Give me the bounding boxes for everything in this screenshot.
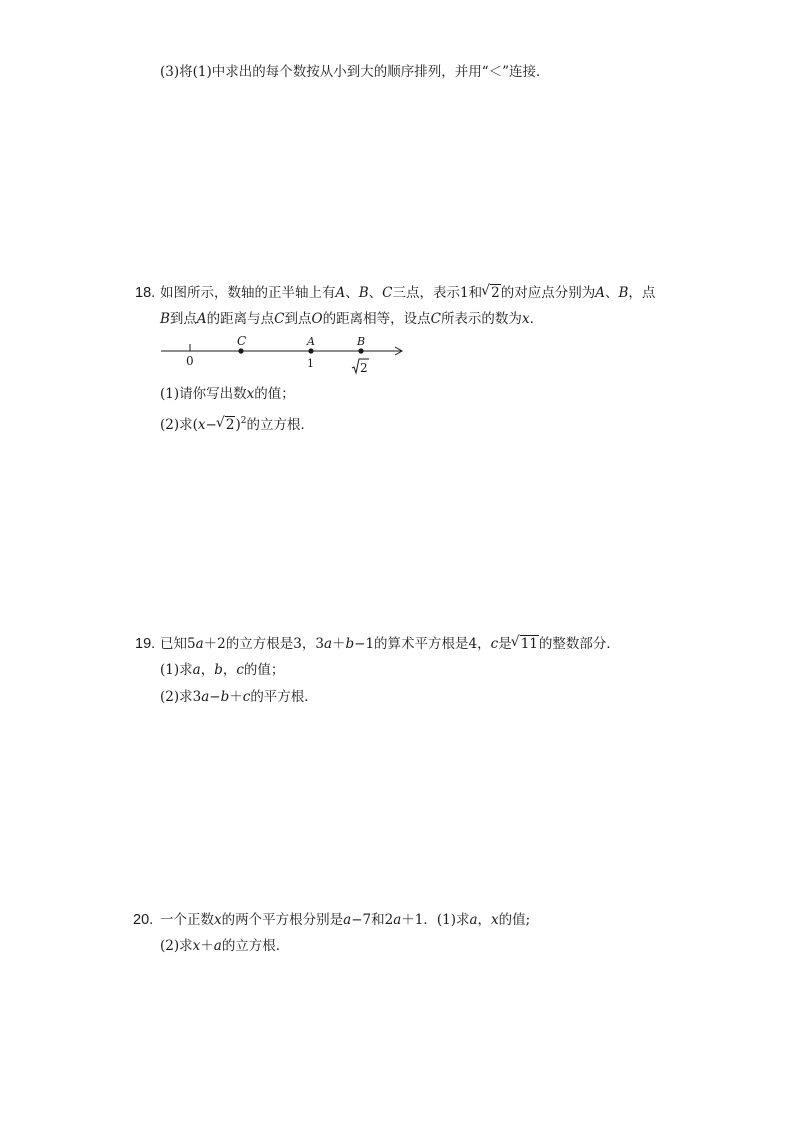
label-one: 1	[307, 357, 314, 370]
q18-part1: (1)请你写出数x的值；	[160, 386, 295, 402]
q20-line1: 一个正数x的两个平方根分别是a−7和2a＋1．(1)求a，x的值;	[160, 912, 531, 928]
q19-line1: 已知5a＋2的立方根是3，3a＋b−1的算术平方根是4，c是√ 11的整数部分．	[160, 635, 620, 653]
q18-number: 18.	[135, 285, 156, 301]
label-zero: 0	[186, 354, 194, 368]
q18-part2: (2)求(x−√ 2)$^2$的立方根．	[160, 412, 314, 434]
label-point-b: B	[357, 335, 366, 348]
q19-part2: (2)求3a−b＋c的平方根．	[160, 689, 318, 705]
q20-number: 20.	[133, 912, 154, 928]
q20-part2: (2)求x＋a的立方根．	[160, 938, 290, 954]
q17-part3: (3)将(1)中求出的每个数按从小到大的顺序排列，并用“＜”连接．	[160, 64, 550, 80]
q18-line1: 如图所示，数轴的正半轴上有A、B、C三点，表示1和√ 2的对应点分别为A、B，点	[160, 284, 655, 302]
label-sqrt2: 2	[360, 361, 368, 375]
label-point-c: C	[237, 334, 247, 348]
q18-line2: B到点A的距离与点C到点O的距离相等，设点C所表示的数为x．	[160, 311, 544, 327]
q19-part1: (1)求a，b，c的值；	[160, 662, 285, 678]
q19-number: 19.	[135, 636, 156, 652]
number-line-figure	[158, 332, 418, 380]
label-point-a: A	[307, 335, 315, 348]
